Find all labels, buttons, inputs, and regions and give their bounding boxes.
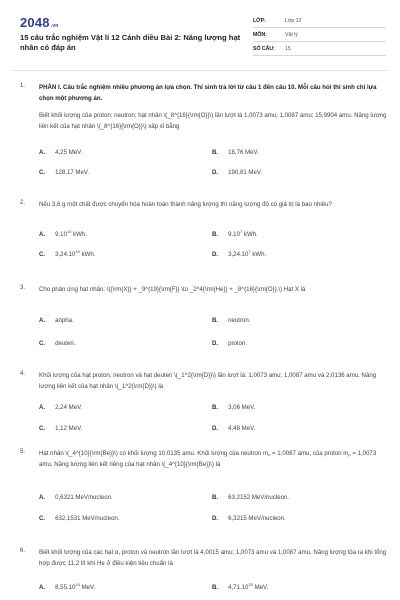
question-number: 1. <box>20 82 26 89</box>
option-a[interactable]: A. 9.10$^{10}$ kWh. <box>39 229 87 238</box>
option-b[interactable]: B. 9.10$^7$ kWh. <box>212 229 258 238</box>
document-header <box>0 0 400 66</box>
option-c[interactable]: C. 128,17 MeV. <box>39 169 90 176</box>
option-a[interactable]: A. 2,24 MeV. <box>39 404 83 411</box>
option-d[interactable]: D. proton. <box>212 340 248 347</box>
header-divider <box>12 70 388 71</box>
question-text: Biết khối lượng của các hạt α, proton và neutron lần lượt là 4,0015 amu; 1,0073 amu và 1,0087 amu. Năng lượng tỏa ra khi tổng hợp được 11,2 lít khí He ở điều kiện tiêu chuẩn là <box>39 549 387 567</box>
option-b[interactable]: B. 18,76 MeV. <box>212 149 259 156</box>
option-a[interactable]: A. anpha. <box>39 317 74 324</box>
option-d[interactable]: D. 190,81 MeV. <box>212 169 263 176</box>
question-text: Hạt nhân \(_4^{10}{\rm{Be}}\) có khối lượng 10,0135 amu. Khối lượng của neutron $m_n = 1,0087$ amu, của proton $m_p = 1,0073$ amu. Năng lượng liên kết riêng của hạt nhân \(_4^{10}{\rm{Be}}\) là <box>39 450 377 468</box>
option-a[interactable]: A. 0,6321 MeV/nucleon. <box>39 494 113 501</box>
meta-value: 15 <box>285 46 291 52</box>
question-number: 5. <box>20 448 26 455</box>
option-a[interactable]: A. 4,25 MeV. <box>39 149 83 156</box>
option-b[interactable]: B. neutron. <box>212 317 251 324</box>
question-number: 4. <box>20 370 26 377</box>
option-c[interactable]: C. 3,24.10$^{10}$ kWh. <box>39 249 96 258</box>
meta-label: LỚP: <box>253 18 266 24</box>
site-logo[interactable]: 2048.vn <box>20 15 59 30</box>
option-b[interactable]: B. 63,2152 MeV/nucleon. <box>212 494 290 501</box>
question-number: 6. <box>20 547 26 554</box>
meta-panel <box>253 14 386 56</box>
meta-row-count <box>253 42 386 56</box>
option-c[interactable]: C. 1,12 MeV. <box>39 425 83 432</box>
option-a[interactable]: A. 8,55.10$^{24}$ MeV. <box>39 582 96 591</box>
meta-value: Lớp 12 <box>285 18 302 24</box>
page-title: 15 câu trắc nghiệm Vật lí 12 Cánh diều Bài 2: Năng lượng hạt nhân có đáp án <box>20 33 241 52</box>
question-text: Biết khối lượng của proton; neutron; hạt nhân \(_8^{16}{\rm{O}}\) lần lượt là 1,0073 amu; 1,0087 amu; 15,9904 amu. Năng lượng liên kết của hạt nhân \(_8^{16}{\rm{O}}\) xấp xỉ bằng <box>39 112 387 130</box>
question-text: Cho phản ứng hạt nhân: \({\rm{X}} + _9^{19}{\rm{F}} \to _2^4{\rm{He}} + _8^{16}{\rm{O}}.\) Hạt X là <box>39 286 306 293</box>
option-c[interactable]: C. 632,1531 MeV/nucleon. <box>39 515 120 522</box>
option-c[interactable]: C. deuteri. <box>39 340 76 347</box>
meta-value: Vật lý <box>285 32 298 38</box>
option-b[interactable]: B. 4,71.10$^{25}$ MeV. <box>212 582 269 591</box>
option-d[interactable]: D. 3,24.10$^7$ kWh. <box>212 249 267 258</box>
question-text: Nếu 3,6 g một chất được chuyển hóa hoàn toàn thành năng lượng thì năng lượng đó có giá trị là bao nhiêu? <box>39 201 332 208</box>
option-d[interactable]: D. 4,48 MeV. <box>212 425 256 432</box>
meta-row-subject <box>253 28 386 42</box>
option-b[interactable]: B. 3,06 MeV. <box>212 404 256 411</box>
question-number: 3. <box>20 284 26 291</box>
section-intro: PHẦN I. Câu trắc nghiệm nhiều phương án lựa chọn. Thí sinh trả lời từ câu 1 đến câu 10. Mỗi câu hỏi thí sinh chỉ lựa chọn một phương án. <box>39 84 377 102</box>
meta-label: SỐ CÂU: <box>253 46 275 52</box>
question-text: Khối lượng của hạt proton, neutron và hạt deuteri \(_1^2{\rm{D}}\) lần lượt là: 1,0073 amu; 1,0087 amu và 2,0136 amu. Năng lượng liên kết của hạt nhân \(_1^2{\rm{D}}\) là <box>39 372 377 390</box>
option-d[interactable]: D. 6,3215 MeV/nucleon. <box>212 515 286 522</box>
meta-label: MÔN: <box>253 32 267 38</box>
meta-row-class <box>253 14 386 28</box>
question-number: 2. <box>20 199 26 206</box>
